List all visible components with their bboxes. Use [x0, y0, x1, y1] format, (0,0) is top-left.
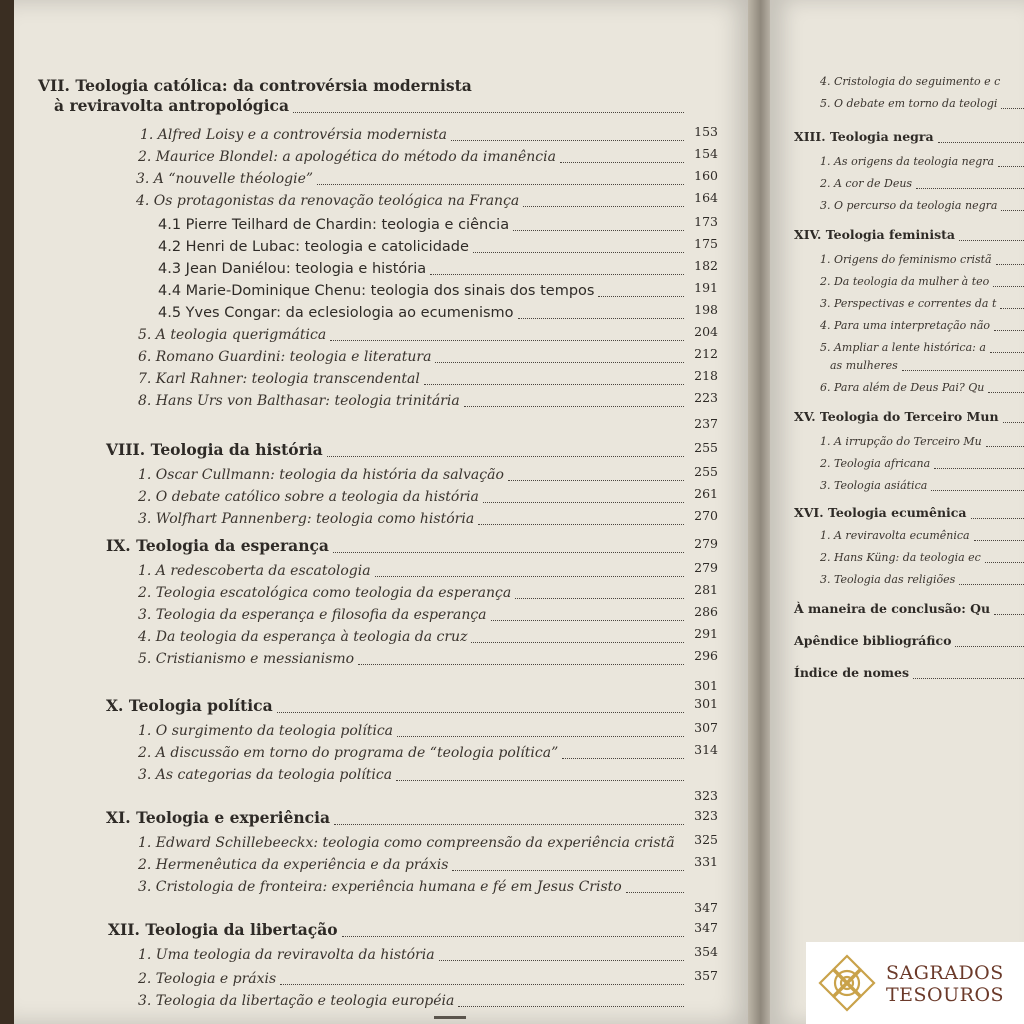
- page-number: 237: [694, 416, 718, 431]
- page-number: 357: [694, 968, 718, 983]
- dot-leader: [1001, 108, 1024, 109]
- toc-entry-section: [820, 336, 1024, 356]
- toc-entry-section: [138, 146, 718, 166]
- toc-entry-section: [138, 742, 718, 762]
- page-number: 261: [694, 486, 718, 501]
- toc-entry-chapter: [794, 502, 1024, 522]
- toc-entry-section: [820, 92, 1024, 112]
- dot-leader: [293, 112, 684, 113]
- toc-entry-section: [820, 70, 1024, 90]
- dot-leader: [562, 758, 684, 759]
- page-number: 173: [694, 214, 718, 229]
- dot-leader: [959, 240, 1024, 241]
- toc-entry-title: VII. Teologia católica: da controvérsia modernista: [38, 76, 472, 95]
- toc-entry-section: [820, 248, 1024, 268]
- page-number: 223: [694, 390, 718, 405]
- toc-entry-title: À maneira de conclusão: Qu: [794, 601, 991, 616]
- dot-leader: [458, 1006, 684, 1007]
- toc-entry-section: [138, 764, 718, 784]
- toc-entry-chapter: [794, 598, 1024, 618]
- toc-entry-title: 1. Origens do feminismo cristã: [820, 253, 992, 266]
- toc-entry-section: [138, 604, 718, 624]
- toc-entry-section: [820, 430, 1024, 450]
- toc-entry-section: [138, 582, 718, 602]
- toc-entry-section: [820, 172, 1024, 192]
- toc-entry-title: XVI. Teologia ecumênica: [794, 505, 967, 520]
- toc-entry-section: [138, 346, 718, 366]
- dot-leader: [518, 318, 684, 319]
- page-bottom-mark: [434, 1016, 466, 1019]
- toc-entry-section: [820, 150, 1024, 170]
- page-number: 291: [694, 626, 718, 641]
- toc-entry-title: 1. Alfred Loisy e a controvérsia modernista: [140, 127, 447, 143]
- table-of-contents-left: [14, 0, 756, 1024]
- toc-entry-section: [138, 324, 718, 344]
- toc-entry-title: 3. Teologia das religiões: [820, 573, 956, 586]
- dot-leader: [342, 936, 684, 937]
- page-number: 296: [694, 648, 718, 663]
- page-number: 255: [694, 440, 718, 455]
- toc-entry-chapter: [794, 662, 1024, 682]
- toc-entry-chapter: [106, 440, 718, 460]
- toc-entry-section: [138, 368, 718, 388]
- dot-leader: [626, 892, 684, 893]
- toc-entry-title: 4.5 Yves Congar: da eclesiologia ao ecumenismo: [158, 305, 514, 321]
- dot-leader: [334, 824, 684, 825]
- toc-entry-subsection: [158, 302, 718, 322]
- toc-entry-title: 2. Teologia e práxis: [138, 971, 277, 987]
- page-number: 182: [694, 258, 718, 273]
- toc-entry-title: 2. Hans Küng: da teologia ec: [820, 551, 981, 564]
- dot-leader: [1001, 210, 1024, 211]
- toc-entry-title: 7. Karl Rahner: teologia transcendental: [138, 371, 420, 387]
- page-number: 153: [694, 124, 718, 139]
- page-number: 191: [694, 280, 718, 295]
- dot-leader: [560, 162, 684, 163]
- toc-entry-section: [138, 626, 718, 646]
- page-number: 314: [694, 742, 718, 757]
- page-number: 347: [694, 900, 718, 915]
- toc-entry-section: [820, 270, 1024, 290]
- dot-leader: [988, 392, 1024, 393]
- page-number: 154: [694, 146, 718, 161]
- page-number: 198: [694, 302, 718, 317]
- toc-entry-title: 1. A redescoberta da escatologia: [138, 563, 371, 579]
- toc-entry-chapter: [106, 536, 718, 556]
- toc-entry-title: 6. Romano Guardini: teologia e literatura: [138, 349, 432, 365]
- dot-leader: [358, 664, 684, 665]
- dot-leader: [985, 562, 1024, 563]
- toc-entry-section: [820, 292, 1024, 312]
- toc-entry-chapter: [794, 126, 1024, 146]
- toc-entry-title: 5. O debate em torno da teologi: [820, 97, 998, 110]
- dot-leader: [1003, 422, 1024, 423]
- dot-leader: [483, 502, 684, 503]
- toc-entry-title: 2. Da teologia da mulher à teo: [820, 275, 990, 288]
- dot-leader: [959, 584, 1024, 585]
- toc-entry-title: 1. A reviravolta ecumênica: [820, 529, 970, 542]
- dot-leader: [396, 780, 684, 781]
- toc-entry-section: [138, 876, 718, 896]
- dot-leader: [471, 642, 684, 643]
- watermark-line-2: TESOUROS: [886, 984, 1005, 1006]
- dot-leader: [478, 524, 684, 525]
- watermark-line-1: SAGRADOS: [886, 962, 1004, 984]
- toc-entry-title: 3. Perspectivas e correntes da t: [820, 297, 997, 310]
- toc-entry-title: 3. Wolfhart Pannenberg: teologia como história: [138, 511, 475, 527]
- dot-leader: [508, 480, 684, 481]
- toc-entry-section: [138, 508, 718, 528]
- toc-entry-title: 2. Teologia africana: [820, 457, 931, 470]
- toc-entry-section: [830, 354, 1024, 374]
- toc-entry-section: [138, 854, 718, 874]
- dot-leader: [452, 870, 684, 871]
- toc-entry-chapter: [794, 630, 1024, 650]
- toc-entry-section: [138, 944, 718, 964]
- dot-leader: [439, 960, 684, 961]
- toc-entry-section: [820, 376, 1024, 396]
- right-page: [770, 0, 1024, 1024]
- dot-leader: [333, 552, 684, 553]
- toc-entry-section: [138, 390, 718, 410]
- dot-leader: [280, 984, 684, 985]
- toc-entry-section: [138, 464, 718, 484]
- page-number: 331: [694, 854, 718, 869]
- dot-leader: [934, 468, 1024, 469]
- toc-entry-section: [138, 720, 718, 740]
- ornament-icon: [816, 952, 878, 1014]
- toc-entry-section: [138, 560, 718, 580]
- toc-entry-title: 2. A discussão em torno do programa de “teologia política”: [138, 745, 559, 761]
- dot-leader: [513, 230, 684, 231]
- page-number: 279: [694, 536, 718, 551]
- dot-leader: [916, 188, 1024, 189]
- page-number: 270: [694, 508, 718, 523]
- dot-leader: [990, 352, 1024, 353]
- toc-entry-title: XII. Teologia da libertação: [108, 920, 338, 939]
- toc-entry-section: [138, 648, 718, 668]
- toc-entry-chapter: [794, 406, 1024, 426]
- watermark-logo: [806, 942, 1024, 1024]
- toc-entry-title: 1. O surgimento da teologia política: [138, 723, 394, 739]
- dot-leader: [1000, 308, 1024, 309]
- toc-entry-title: 3. Teologia da libertação e teologia européia: [138, 993, 455, 1009]
- toc-entry-chapter: [54, 96, 718, 116]
- toc-entry-chapter: [106, 808, 718, 828]
- page-number: 301: [694, 678, 718, 693]
- toc-entry-section: [820, 546, 1024, 566]
- dot-leader: [913, 678, 1024, 679]
- toc-entry-section: [820, 474, 1024, 494]
- dot-leader: [994, 330, 1024, 331]
- toc-entry-section: [820, 194, 1024, 214]
- toc-entry-title: 5. Ampliar a lente histórica: a: [820, 341, 986, 354]
- toc-entry-title: 2. O debate católico sobre a teologia da história: [138, 489, 479, 505]
- toc-entry-title: 4. Da teologia da esperança à teologia da cruz: [138, 629, 468, 645]
- page-number: 301: [694, 696, 718, 711]
- toc-entry-title: 3. O percurso da teologia negra: [820, 199, 998, 212]
- toc-entry-section: [138, 832, 718, 852]
- toc-entry-section: [820, 452, 1024, 472]
- dot-leader: [996, 264, 1024, 265]
- toc-entry-chapter: [106, 696, 718, 716]
- page-number: 286: [694, 604, 718, 619]
- dot-leader: [375, 576, 684, 577]
- toc-entry-chapter: [38, 76, 718, 96]
- toc-entry-title: 3. Teologia asiática: [820, 479, 928, 492]
- toc-entry-title: 3. Teologia da esperança e filosofia da esperança: [138, 607, 487, 623]
- dot-leader: [424, 384, 684, 385]
- dot-leader: [902, 370, 1024, 371]
- toc-entry-title: 1. Oscar Cullmann: teologia da história da salvação: [138, 467, 504, 483]
- toc-entry-title: 1. As origens da teologia negra: [820, 155, 995, 168]
- toc-entry-title: Apêndice bibliográfico: [794, 633, 952, 648]
- page-number: 347: [694, 920, 718, 935]
- dot-leader: [971, 518, 1024, 519]
- toc-entry-title: 5. Cristianismo e messianismo: [138, 651, 355, 667]
- toc-entry-title: X. Teologia política: [106, 696, 273, 715]
- left-page: [14, 0, 756, 1024]
- page-number: 323: [694, 788, 718, 803]
- toc-entry-title: 1. A irrupção do Terceiro Mu: [820, 435, 982, 448]
- dot-leader: [317, 184, 684, 185]
- toc-entry-section: [136, 190, 718, 210]
- toc-entry-title: 4. Para uma interpretação não: [820, 319, 991, 332]
- toc-entry-title: 2. A cor de Deus: [820, 177, 913, 190]
- toc-entry-title: 4.3 Jean Daniélou: teologia e história: [158, 261, 427, 277]
- toc-entry-title: IX. Teologia da esperança: [106, 536, 329, 555]
- dot-leader: [330, 340, 684, 341]
- page-number: 204: [694, 324, 718, 339]
- toc-entry-title: 4. Os protagonistas da renovação teológica na França: [136, 193, 520, 209]
- toc-entry-title: XI. Teologia e experiência: [106, 808, 331, 827]
- toc-entry-title: XV. Teologia do Terceiro Mun: [794, 409, 999, 424]
- toc-entry-title: 3. Cristologia de fronteira: experiência humana e fé em Jesus Cristo: [138, 879, 622, 895]
- toc-entry-section: [820, 314, 1024, 334]
- toc-entry-section: [138, 486, 718, 506]
- toc-entry-title: 8. Hans Urs von Balthasar: teologia trinitária: [138, 393, 460, 409]
- page-number: 255: [694, 464, 718, 479]
- toc-entry-title: 5. A teologia querigmática: [138, 327, 327, 343]
- dot-leader: [435, 362, 684, 363]
- toc-entry-title: 4.4 Marie-Dominique Chenu: teologia dos sinais dos tempos: [158, 283, 595, 299]
- page-number: 279: [694, 560, 718, 575]
- table-of-contents-right: [770, 0, 1024, 1024]
- dot-leader: [931, 490, 1024, 491]
- dot-leader: [515, 598, 684, 599]
- page-number: 175: [694, 236, 718, 251]
- dot-leader: [938, 142, 1024, 143]
- page-number: 323: [694, 808, 718, 823]
- toc-entry-title: 1. Uma teologia da reviravolta da história: [138, 947, 435, 963]
- toc-entry-title: 6. Para além de Deus Pai? Qu: [820, 381, 985, 394]
- page-number: 164: [694, 190, 718, 205]
- toc-entry-subsection: [158, 280, 718, 300]
- toc-entry-title: XIII. Teologia negra: [794, 129, 934, 144]
- toc-entry-title: 2. Hermenêutica da experiência e da práxis: [138, 857, 449, 873]
- toc-entry-title: 4.1 Pierre Teilhard de Chardin: teologia e ciência: [158, 217, 510, 233]
- toc-entry-title: 3. A “nouvelle théologie”: [136, 171, 314, 187]
- toc-entry-title: 3. As categorias da teologia política: [138, 767, 393, 783]
- toc-entry-subsection: [158, 214, 718, 234]
- toc-entry-title: XIV. Teologia feminista: [794, 227, 955, 242]
- page-number: 325: [694, 832, 718, 847]
- toc-entry-title: 4. Cristologia do seguimento e c: [820, 75, 1001, 88]
- toc-entry-title: VIII. Teologia da história: [106, 440, 323, 459]
- toc-entry-title: à reviravolta antropológica: [54, 96, 289, 115]
- dot-leader: [473, 252, 684, 253]
- toc-entry-section: [140, 124, 718, 144]
- toc-entry-subsection: [158, 236, 718, 256]
- page-number: 281: [694, 582, 718, 597]
- dot-leader: [523, 206, 684, 207]
- toc-entry-title: Índice de nomes: [794, 665, 910, 680]
- toc-entry-subsection: [158, 258, 718, 278]
- toc-entry-title: 2. Maurice Blondel: a apologética do método da imanência: [138, 149, 556, 165]
- page-number: 354: [694, 944, 718, 959]
- dot-leader: [986, 446, 1024, 447]
- page-number: 307: [694, 720, 718, 735]
- dot-leader: [993, 286, 1024, 287]
- dot-leader: [397, 736, 684, 737]
- dot-leader: [491, 620, 684, 621]
- dot-leader: [327, 456, 684, 457]
- toc-entry-title: 4.2 Henri de Lubac: teologia e catolicidade: [158, 239, 469, 255]
- toc-entry-section: [820, 568, 1024, 588]
- toc-entry-title: as mulheres: [830, 359, 898, 372]
- dot-leader: [955, 646, 1024, 647]
- dot-leader: [598, 296, 684, 297]
- toc-entry-section: [136, 168, 718, 188]
- toc-entry-title: 1. Edward Schillebeeckx: teologia como compreensão da experiência cristã: [138, 835, 675, 851]
- toc-entry-section: [820, 524, 1024, 544]
- page-number: 160: [694, 168, 718, 183]
- toc-entry-section: [138, 990, 718, 1010]
- dot-leader: [430, 274, 684, 275]
- toc-entry-chapter: [794, 224, 1024, 244]
- toc-entry-section: [138, 968, 718, 988]
- toc-entry-title: 2. Teologia escatológica como teologia da esperança: [138, 585, 512, 601]
- dot-leader: [998, 166, 1024, 167]
- dot-leader: [464, 406, 684, 407]
- dot-leader: [277, 712, 684, 713]
- dot-leader: [994, 614, 1024, 615]
- dot-leader: [451, 140, 684, 141]
- dot-leader: [974, 540, 1024, 541]
- page-number: 212: [694, 346, 718, 361]
- page-number: 218: [694, 368, 718, 383]
- toc-entry-chapter: [108, 920, 718, 940]
